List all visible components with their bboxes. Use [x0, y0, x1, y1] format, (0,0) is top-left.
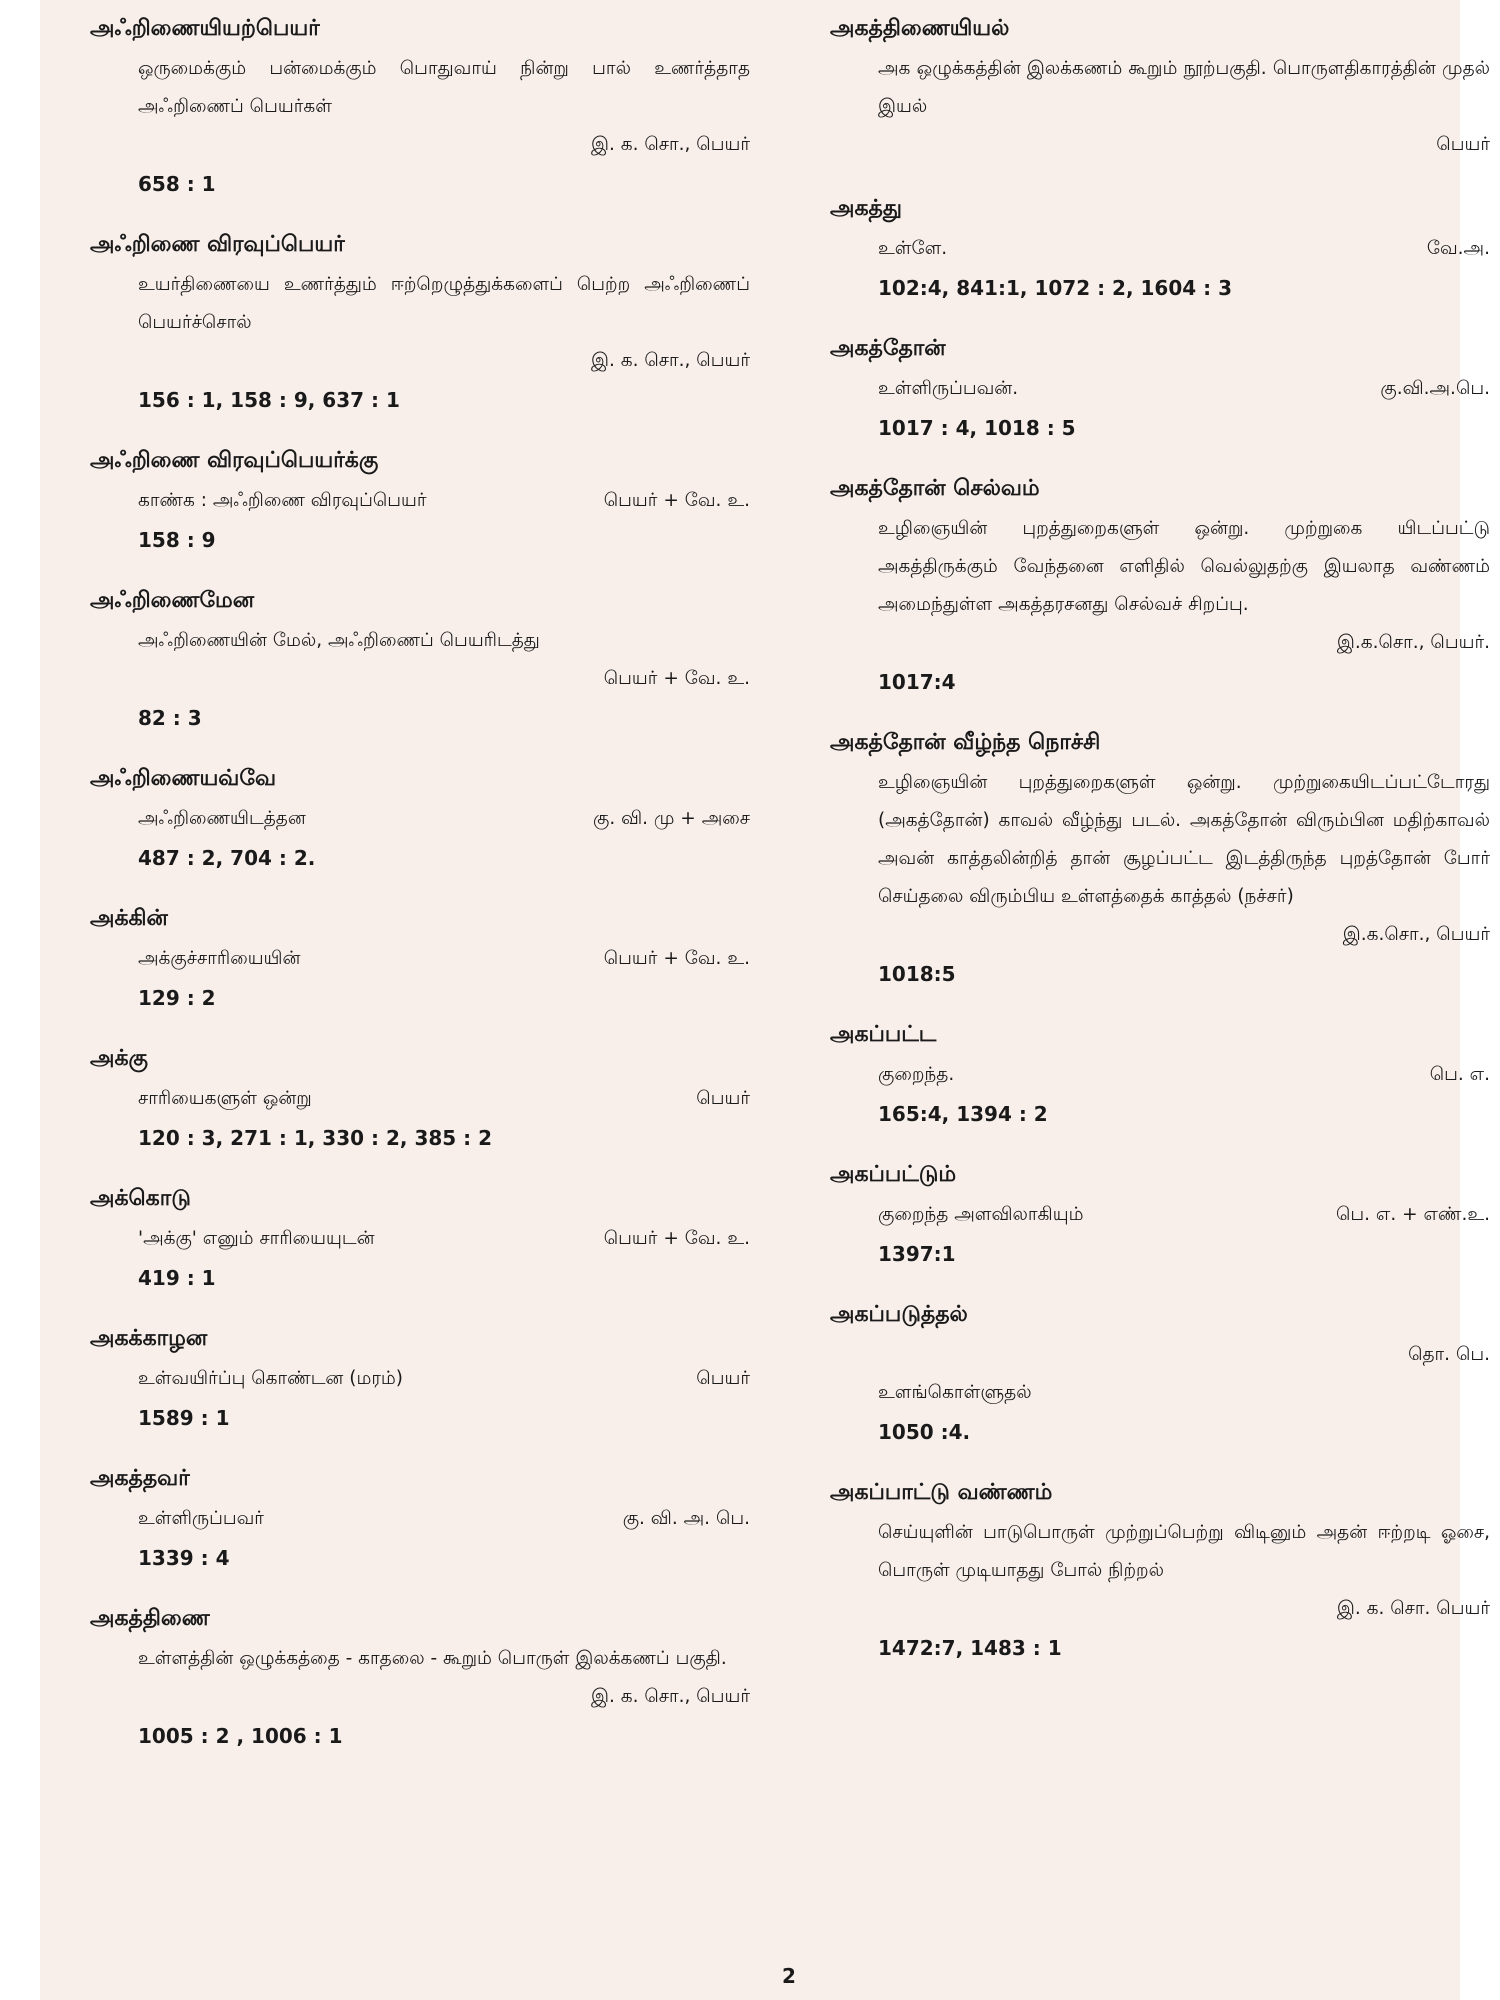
entry-definition: காண்க : அஃறிணை விரவுப்பெயர் — [138, 490, 427, 511]
entry-grammar: இ. க. சொ., பெயர் — [591, 134, 750, 155]
dictionary-entry — [90, 230, 750, 416]
entry-grammar: பெயர் — [696, 1368, 750, 1389]
entry-grammar: கு. வி. மு + அசை — [592, 808, 750, 829]
entry-definition-row — [90, 1500, 750, 1538]
entry-grammar: பெயர் + வே. உ. — [603, 490, 750, 511]
entry-definition: உள்வயிர்ப்பு கொண்டன (மரம்) — [138, 1368, 403, 1389]
entry-references: 1472:7, 1483 : 1 — [878, 1636, 1062, 1660]
entry-references: 82 : 3 — [138, 706, 202, 730]
entry-definition: 'அக்கு' எனும் சாரியையுடன் — [138, 1228, 375, 1249]
dictionary-entry — [90, 1324, 750, 1434]
dictionary-entry — [90, 14, 750, 200]
entry-grammar: வே.அ. — [1426, 238, 1490, 259]
entry-definition: உயர்திணையை உணர்த்தும் ஈற்றெழுத்துக்களைப் பெற்ற அஃறிணைப் பெயர்ச்சொல் — [138, 274, 750, 333]
dictionary-entry — [830, 334, 1490, 444]
dictionary-entry — [90, 764, 750, 874]
entry-references: 419 : 1 — [138, 1266, 216, 1290]
entry-references: 156 : 1, 158 : 9, 637 : 1 — [138, 388, 400, 412]
entry-definition: உள்ளே. — [878, 238, 948, 259]
dictionary-entry — [90, 1044, 750, 1154]
entry-definition: அஃறிணையின் மேல், அஃறிணைப் பெயரிடத்து — [138, 630, 540, 651]
entry-references: 165:4, 1394 : 2 — [878, 1102, 1048, 1126]
entry-headword: அகத்திணையியல் — [830, 16, 1010, 41]
entry-grammar: பெ. எ. — [1429, 1064, 1490, 1085]
entry-references: 1339 : 4 — [138, 1546, 230, 1570]
entry-references: 102:4, 841:1, 1072 : 2, 1604 : 3 — [878, 276, 1233, 300]
entry-references: 1018:5 — [878, 962, 956, 986]
entry-definition: உள்ளிருப்பவன். — [878, 378, 1019, 399]
entry-headword: அகத்தோன் — [830, 336, 946, 361]
entry-headword: அகப்பட்ட — [830, 1022, 937, 1047]
entry-definition-row — [90, 482, 750, 520]
dictionary-entry — [90, 1604, 750, 1752]
entry-headword: அகத்தோன் செல்வம் — [830, 476, 1040, 501]
dictionary-entry — [830, 1020, 1490, 1130]
entry-definition: உள்ளத்தின் ஒழுக்கத்தை - காதலை - கூறும் பொருள் இலக்கணப் பகுதி. — [138, 1648, 727, 1669]
entry-references: 1017 : 4, 1018 : 5 — [878, 416, 1076, 440]
dictionary-entry — [830, 14, 1490, 164]
entry-definition: உள்ளிருப்பவர் — [138, 1508, 264, 1529]
entry-references: 1017:4 — [878, 670, 956, 694]
entry-references: 158 : 9 — [138, 528, 216, 552]
entry-headword: அகப்பாட்டு வண்ணம் — [830, 1480, 1053, 1505]
entry-grammar: இ. க. சொ., பெயர் — [591, 1686, 750, 1707]
entry-definition: சாரியைகளுள் ஒன்று — [138, 1088, 312, 1109]
entry-references: 1397:1 — [878, 1242, 956, 1266]
entry-grammar: இ.க.சொ., பெயர் — [1342, 924, 1490, 945]
entry-definition-row — [830, 1196, 1490, 1234]
entry-definition-row — [90, 1220, 750, 1258]
entry-grammar: கு.வி.அ.பெ. — [1380, 378, 1490, 399]
entry-headword: அஃறிணை விரவுப்பெயர் — [90, 232, 345, 257]
dictionary-entry — [90, 1184, 750, 1294]
entry-definition-row — [830, 230, 1490, 268]
entry-definition: அக ஒழுக்கத்தின் இலக்கணம் கூறும் நூற்பகுதி. பொருளதிகாரத்தின் முதல் இயல் — [878, 58, 1490, 117]
entry-grammar: இ. க. சொ. பெயர் — [1336, 1598, 1490, 1619]
entry-headword: அகத்திணை — [90, 1606, 210, 1631]
entry-grammar: பெ. எ. + எண்.உ. — [1335, 1204, 1490, 1225]
entry-headword: அக்கின் — [90, 906, 168, 931]
entry-headword: அகத்தோன் வீழ்ந்த நொச்சி — [830, 730, 1101, 755]
entry-definition: ஒருமைக்கும் பன்மைக்கும் பொதுவாய் நின்று பால் உணர்த்தாத அஃறிணைப் பெயர்கள் — [138, 58, 750, 117]
entry-references: 1589 : 1 — [138, 1406, 230, 1430]
entry-grammar: தொ. பெ. — [1408, 1344, 1490, 1365]
entry-definition-row — [90, 940, 750, 978]
dictionary-entry — [90, 586, 750, 734]
entry-definition-row — [90, 800, 750, 838]
entry-references: 658 : 1 — [138, 172, 216, 196]
entry-definition-row — [90, 1080, 750, 1118]
dictionary-entry — [830, 194, 1490, 304]
entry-grammar: பெயர் + வே. உ. — [603, 1228, 750, 1249]
entry-definition-row — [830, 1056, 1490, 1094]
entry-definition: உழிஞையின் புறத்துறைகளுள் ஒன்று. முற்றுகை யிடப்பட்டு அகத்திருக்கும் வேந்தனை எளிதில் வெல்லுதற்கு இயலாத வண்ணம் அமைந்துள்ள அகத்தரசனது செல்வச் சிறப்பு. — [878, 518, 1490, 615]
entry-definition: செய்யுளின் பாடுபொருள் முற்றுப்பெற்று விடினும் அதன் ஈற்றடி ஓசை, பொருள் முடியாதது போல் நிற்றல் — [878, 1522, 1490, 1581]
entry-definition: உழிஞையின் புறத்துறைகளுள் ஒன்று. முற்றுகையிடப்பட்டோரது (அகத்தோன்) காவல் வீழ்ந்து படல். அகத்தோன் விரும்பின மதிற்காவல் அவன் காத்தலின்றித் தான் சூழப்பட்ட இடத்திருந்த புறத்தோன் போர் செய்தலை விரும்பிய உள்ளத்தைக் காத்தல் (நச்சர்) — [878, 772, 1490, 907]
entry-headword: அக்கொடு — [90, 1186, 191, 1211]
entry-definition: அஃறிணையிடத்தன — [138, 808, 306, 829]
dictionary-entry — [90, 904, 750, 1014]
entry-references: 1005 : 2 , 1006 : 1 — [138, 1724, 343, 1748]
entry-headword: அக்கு — [90, 1046, 148, 1071]
entry-definition-row — [830, 370, 1490, 408]
entry-headword: அகப்பட்டும் — [830, 1162, 957, 1187]
entry-references: 129 : 2 — [138, 986, 216, 1010]
entry-definition: அக்குச்சாரியையின் — [138, 948, 301, 969]
entry-grammar: பெயர் — [696, 1088, 750, 1109]
entry-grammar: பெயர் — [1436, 134, 1490, 155]
entry-headword: அகத்து — [830, 196, 902, 221]
dictionary-entry — [830, 1160, 1490, 1270]
entry-grammar: இ. க. சொ., பெயர் — [591, 350, 750, 371]
entry-grammar: பெயர் + வே. உ. — [603, 948, 750, 969]
dictionary-entry — [90, 446, 750, 556]
dictionary-entry — [830, 474, 1490, 698]
dictionary-entry — [830, 1478, 1490, 1664]
entry-headword: அகக்காழன — [90, 1326, 208, 1351]
entry-grammar: பெயர் + வே. உ. — [603, 668, 750, 689]
entry-headword: அஃறிணைமேன — [90, 588, 255, 613]
entry-headword: அகத்தவர் — [90, 1466, 190, 1491]
dictionary-entry — [830, 728, 1490, 990]
dictionary-entry — [90, 1464, 750, 1574]
dictionary-page — [40, 0, 1490, 2000]
right-column — [830, 14, 1490, 1694]
entry-grammar: இ.க.சொ., பெயர். — [1336, 632, 1490, 653]
entry-headword: அஃறிணையவ்வே — [90, 766, 277, 791]
left-column — [90, 14, 750, 1782]
entry-references: 487 : 2, 704 : 2. — [138, 846, 316, 870]
dictionary-entry — [830, 1300, 1490, 1448]
entry-references: 1050 :4. — [878, 1420, 971, 1444]
entry-headword: அஃறிணையியற்பெயர் — [90, 16, 320, 41]
entry-definition: குறைந்த அளவிலாகியும் — [878, 1204, 1084, 1225]
page-number: 2 — [782, 1964, 796, 1988]
entry-references: 120 : 3, 271 : 1, 330 : 2, 385 : 2 — [138, 1126, 493, 1150]
entry-definition: உளங்கொள்ளுதல் — [878, 1382, 1032, 1403]
entry-definition: குறைந்த. — [878, 1064, 955, 1085]
entry-grammar: கு. வி. அ. பெ. — [622, 1508, 750, 1529]
entry-definition-row — [90, 1360, 750, 1398]
entry-headword: அகப்படுத்தல் — [830, 1302, 968, 1327]
entry-headword: அஃறிணை விரவுப்பெயர்க்கு — [90, 448, 379, 473]
